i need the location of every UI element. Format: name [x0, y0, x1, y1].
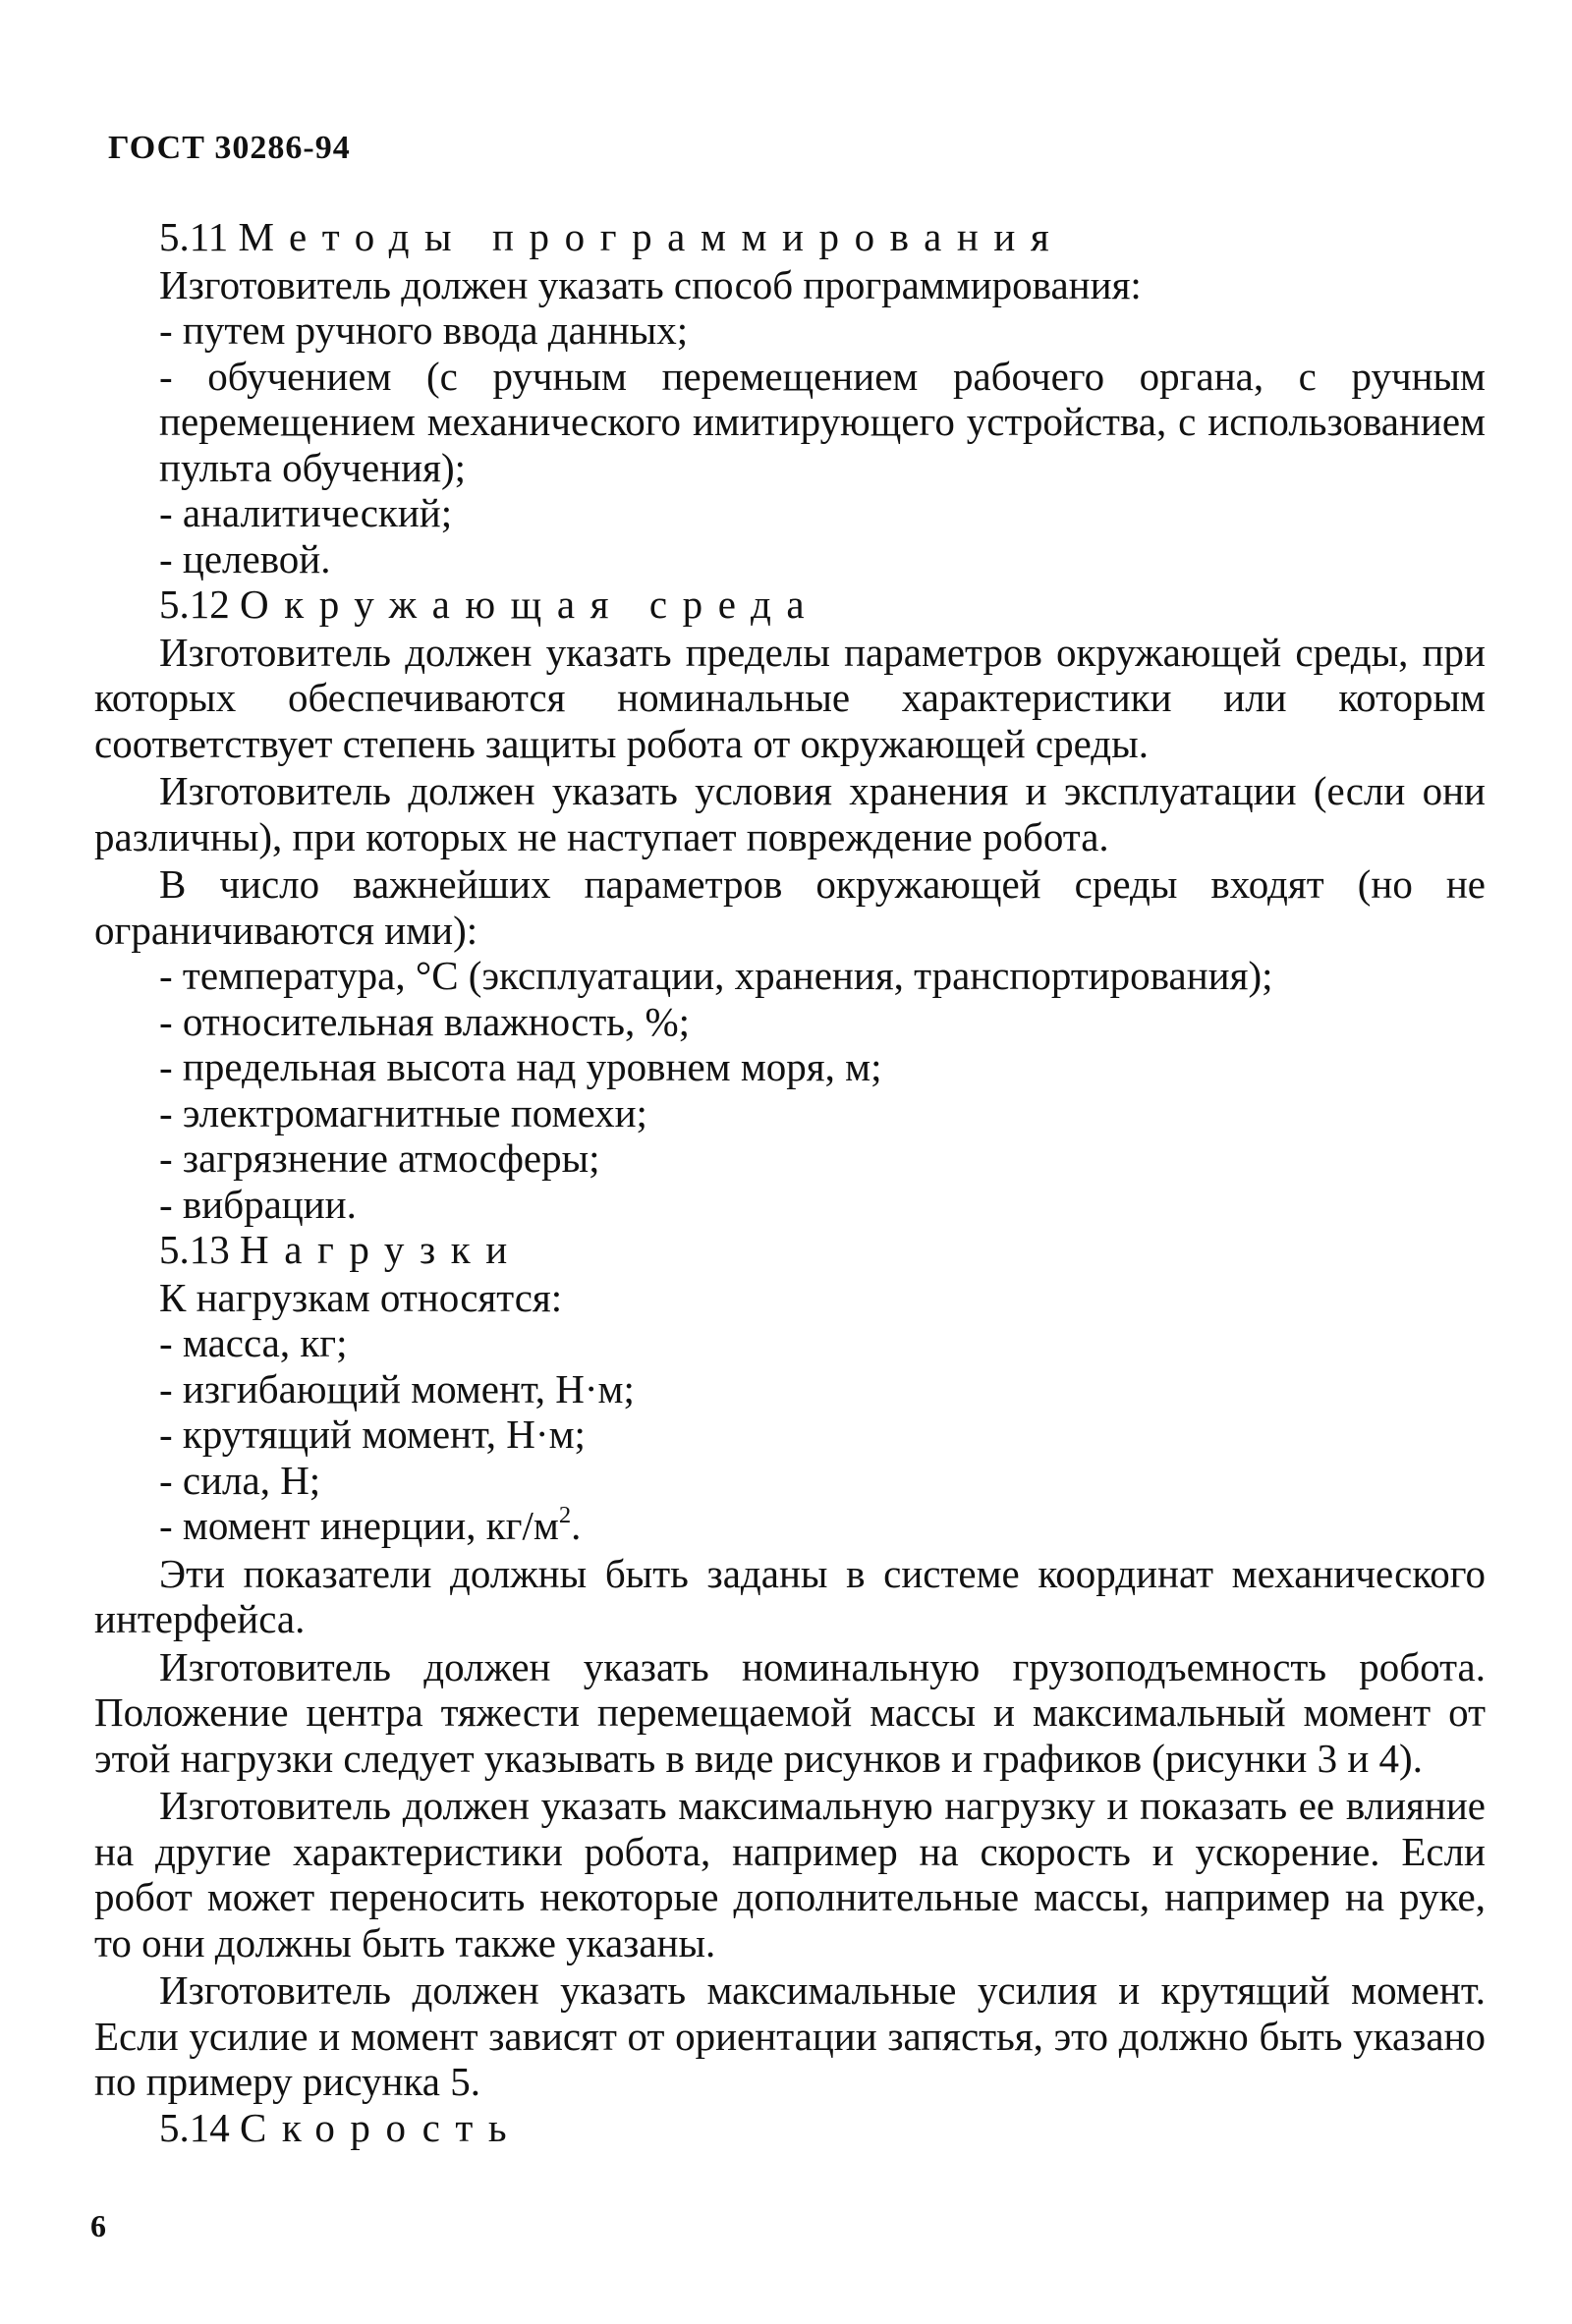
list-item: - предельная высота над уровнем моря, м;	[94, 1044, 1486, 1090]
list-item: - целевой.	[94, 536, 1486, 582]
list-item: - загрязнение атмосферы;	[94, 1135, 1486, 1182]
section-number: 5.11	[159, 214, 229, 259]
paragraph: Изготовитель должен указать пределы параметров окружающей среды, при которых обеспечиваются номинальные характеристики или которым соответствует степень защиты робота от окружающей среды.	[94, 629, 1486, 766]
list-item: - температура, °С (эксплуатации, хранения, транспортирования);	[94, 953, 1486, 999]
list-item-text: момент инерции, кг/м	[182, 1503, 559, 1548]
list-item: - аналитический;	[94, 490, 1486, 536]
section-number: 5.12	[159, 581, 230, 627]
section-heading-5-14	[94, 2105, 1486, 2151]
list-item: - масса, кг;	[94, 1320, 1486, 1366]
standard-header: ГОСТ 30286-94	[108, 130, 351, 166]
section-title: Окружающая среда	[240, 581, 820, 627]
paragraph: Изготовитель должен указать максимальные усилия и крутящий момент. Если усилие и момент зависят от ориентации запястья, это должно быть указано по примеру рисунка 5.	[94, 1967, 1486, 2104]
list-item: - относительная влажность, %;	[94, 999, 1486, 1045]
list-item: - изгибающий момент, Н·м;	[94, 1366, 1486, 1412]
section-title: Нагрузки	[240, 1227, 523, 1272]
list-item: - путем ручного ввода данных;	[94, 307, 1486, 354]
list-item-end: .	[571, 1503, 582, 1548]
document-body	[94, 214, 1486, 2150]
list-item: - вибрации.	[94, 1182, 1486, 1228]
paragraph: Изготовитель должен указать номинальную грузоподъемность робота. Положение центра тяжести перемещаемой массы и максимальный момент от этой нагрузки следует указывать в виде рисунков и графиков (рисунки 3 и 4).	[94, 1643, 1486, 1781]
section-heading-5-11	[94, 214, 1486, 260]
section-title: Скорость	[240, 2104, 523, 2150]
section-number: 5.13	[159, 1227, 230, 1272]
section-heading-5-13	[94, 1227, 1486, 1273]
paragraph: Эти показатели должны быть заданы в системе координат механического интерфейса.	[94, 1550, 1486, 1641]
list-item	[94, 1503, 1486, 1549]
section-number: 5.14	[159, 2104, 230, 2150]
list-item: - обучением (с ручным перемещением рабочего органа, с ручным перемещением механического имитирующего устройства, с использованием пульта обучения);	[94, 354, 1486, 491]
paragraph: Изготовитель должен указать максимальную нагрузку и показать ее влияние на другие характеристики робота, например на скорость и ускорение. Если робот может переносить некоторые дополнительные массы, например на руке, то они должны быть также указаны.	[94, 1783, 1486, 1965]
paragraph: Изготовитель должен указать способ программирования:	[159, 261, 1142, 307]
list-item: - электромагнитные помехи;	[94, 1090, 1486, 1136]
list-item: - крутящий момент, Н·м;	[94, 1411, 1486, 1458]
paragraph: В число важнейших параметров окружающей среды входят (но не ограничиваются ими):	[94, 861, 1486, 953]
superscript: 2	[558, 1501, 572, 1528]
paragraph: Изготовитель должен указать условия хранения и эксплуатации (если они различны), при которых не наступает повреждение робота.	[94, 768, 1486, 859]
section-heading-5-12	[94, 581, 1486, 628]
paragraph: К нагрузкам относятся:	[159, 1274, 563, 1320]
page-number: 6	[90, 2208, 106, 2243]
list-item: - сила, Н;	[94, 1458, 1486, 1504]
section-title: Методы программирования	[238, 214, 1065, 259]
